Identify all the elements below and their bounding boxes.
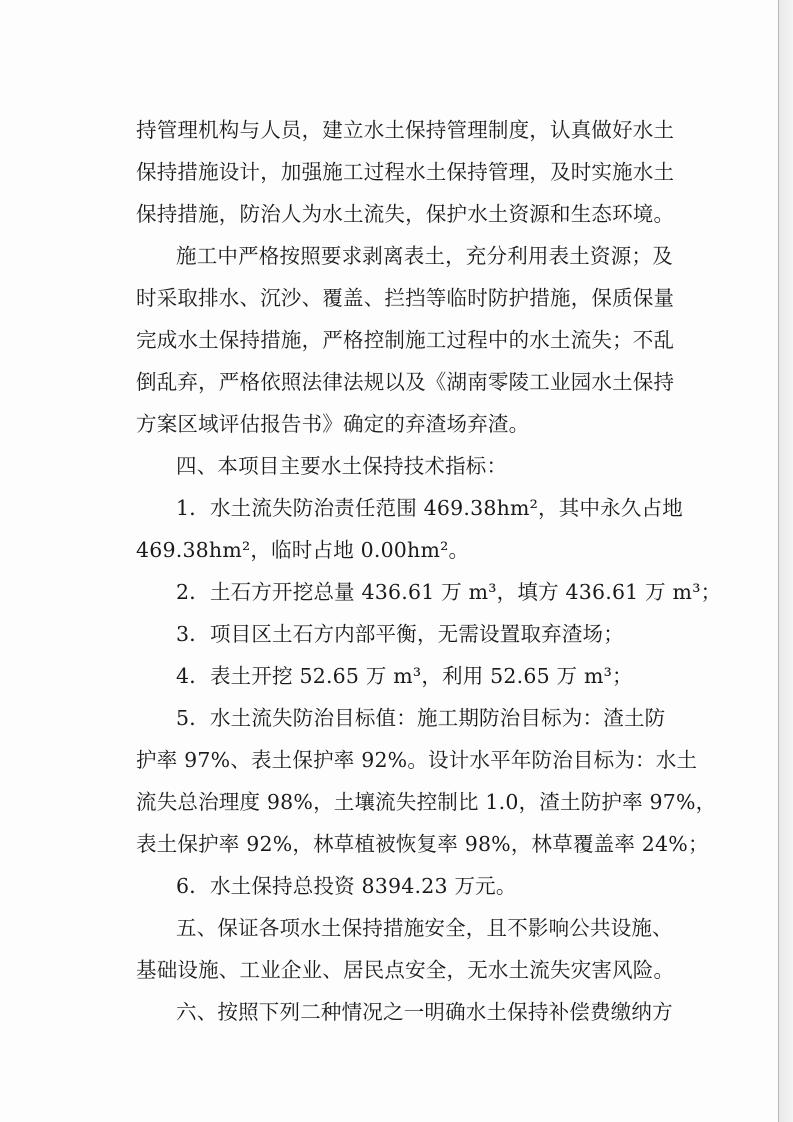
- text-line: 保持措施，防治人为水土流失，保护水土资源和生态环境。: [136, 202, 675, 226]
- text-line-topsoil: 4．表土开挖 52.65 万 m³，利用 52.65 万 m³；: [176, 664, 633, 688]
- text-line: 完成水土保持措施，严格控制施工过程中的水土流失；不乱: [136, 328, 675, 352]
- text-line: 3．项目区土石方内部平衡，无需设置取弃渣场；: [176, 622, 624, 646]
- text-line: 流失总治理度 98%，土壤流失控制比 1.0，渣土防护率 97%，: [136, 790, 717, 814]
- text-line: 方案区域评估报告书》确定的弃渣场弃渣。: [136, 412, 530, 436]
- text-line: 基础设施、工业企业、居民点安全，无水土流失灾害风险。: [136, 958, 675, 982]
- text-line: 倒乱弃，严格依照法律法规以及《湖南零陵工业园水土保持: [136, 370, 675, 394]
- section-heading: 六、按照下列二种情况之一明确水土保持补偿费缴纳方: [176, 1000, 673, 1024]
- text-line: 469.38hm²，临时占地 0.00hm²。: [136, 538, 470, 562]
- section-heading: 五、保证各项水土保持措施安全，且不影响公共设施、: [176, 916, 673, 940]
- text-line-earthwork: 2．土石方开挖总量 436.61 万 m³，填方 436.61 万 m³；: [176, 580, 722, 604]
- text-line: 施工中严格按照要求剥离表土，充分利用表土资源；及: [176, 244, 673, 268]
- scan-shadow: [779, 0, 793, 1122]
- text-line: 护率 97%、表土保护率 92%。设计水平年防治目标为：水土: [136, 748, 698, 772]
- section-heading: 四、本项目主要水土保持技术指标：: [176, 454, 508, 478]
- text-line: 6．水土保持总投资 8394.23 万元。: [176, 874, 517, 898]
- text-line: 表土保护率 92%，林草植被恢复率 98%，林草覆盖率 24%；: [136, 832, 709, 856]
- text-line-area: 1．水土流失防治责任范围 469.38hm²，其中永久占地: [176, 496, 683, 520]
- text-line: 时采取排水、沉沙、覆盖、拦挡等临时防护措施，保质保量: [136, 286, 675, 310]
- text-line: 持管理机构与人员，建立水土保持管理制度，认真做好水土: [136, 118, 675, 142]
- text-line: 5．水土流失防治目标值：施工期防治目标为：渣土防: [176, 706, 666, 730]
- text-line: 保持措施设计，加强施工过程水土保持管理，及时实施水土: [136, 160, 675, 184]
- scan-edge: [778, 0, 779, 1122]
